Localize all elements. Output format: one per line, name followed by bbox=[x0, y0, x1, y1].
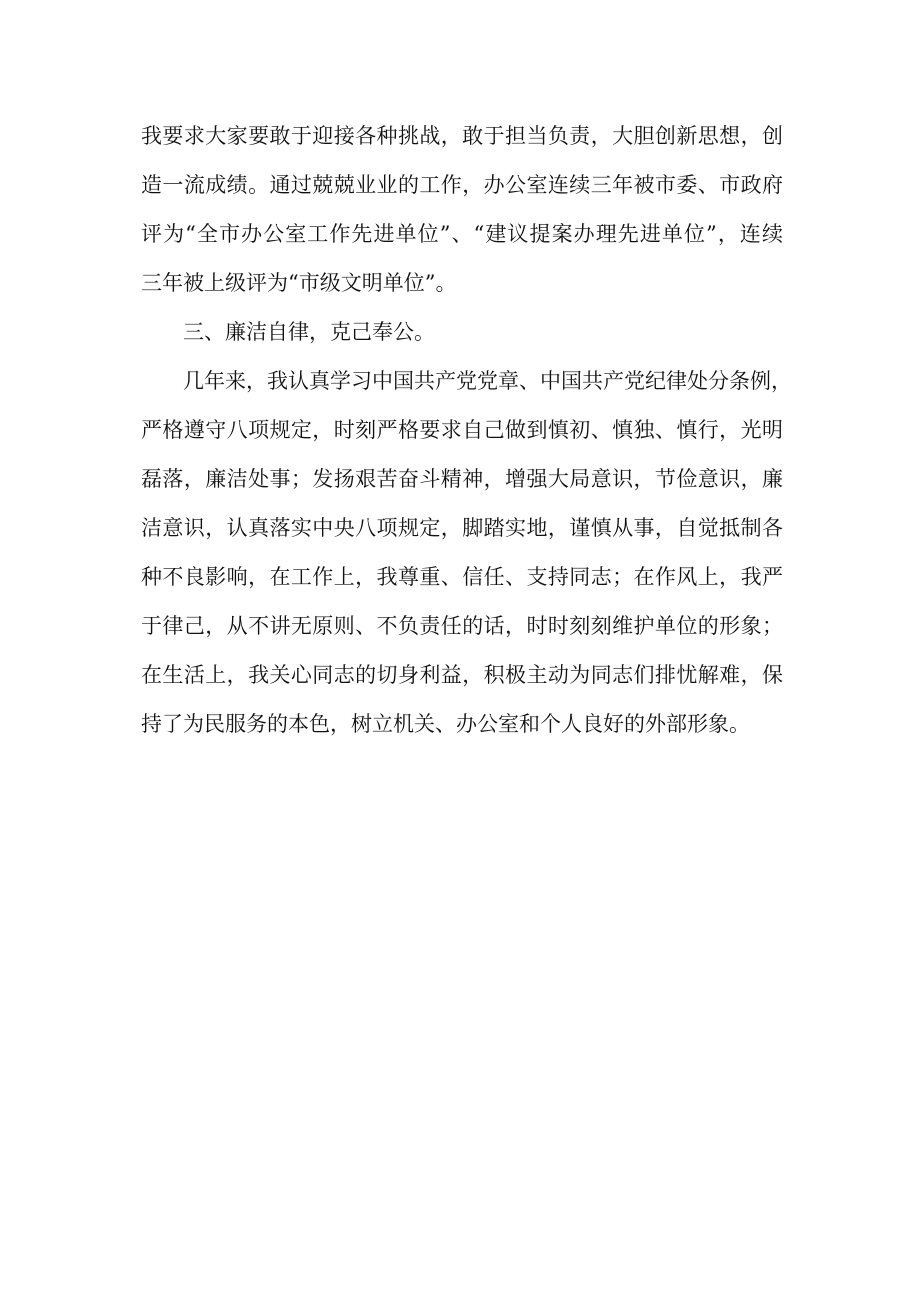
paragraph-2-line-7: 在生活上，我关心同志的切身利益，积极主动为同志们排忧解难，保 bbox=[141, 663, 783, 687]
document-body bbox=[141, 112, 792, 749]
paragraph-2-line-4: 洁意识，认真落实中央八项规定，脚踏实地，谨慎从事，自觉抵制各 bbox=[141, 516, 783, 540]
section-heading: 三、廉洁自律，克己奉公。 bbox=[183, 320, 435, 344]
paragraph-1-line-3: 评为“全市办公室工作先进单位”、“建议提案办理先进单位”，连续 bbox=[141, 222, 783, 246]
paragraph-2-line-5: 种不良影响，在工作上，我尊重、信任、支持同志；在作风上，我严 bbox=[141, 565, 783, 589]
paragraph-2-line-2: 严格遵守八项规定，时刻严格要求自己做到慎初、慎独、慎行，光明 bbox=[141, 418, 783, 442]
paragraph-1-line-4: 三年被上级评为“市级文明单位”。 bbox=[141, 271, 457, 295]
paragraph-2-line-1: 几年来，我认真学习中国共产党党章、中国共产党纪律处分条例， bbox=[183, 369, 792, 393]
paragraph-1 bbox=[141, 112, 783, 308]
paragraph-1-line-2: 造一流成绩。通过兢兢业业的工作，办公室连续三年被市委、市政府 bbox=[141, 173, 783, 197]
paragraph-2-line-3: 磊落，廉洁处事；发扬艰苦奋斗精神，增强大局意识，节俭意识，廉 bbox=[141, 467, 783, 491]
paragraph-2-line-8: 持了为民服务的本色，树立机关、办公室和个人良好的外部形象。 bbox=[141, 712, 750, 736]
paragraph-2 bbox=[141, 357, 792, 749]
paragraph-1-line-1: 我要求大家要敢于迎接各种挑战，敢于担当负责，大胆创新思想，创 bbox=[141, 124, 783, 148]
paragraph-2-line-6: 于律己，从不讲无原则、不负责任的话，时时刻刻维护单位的形象； bbox=[141, 614, 783, 638]
section-heading-block bbox=[141, 308, 783, 357]
